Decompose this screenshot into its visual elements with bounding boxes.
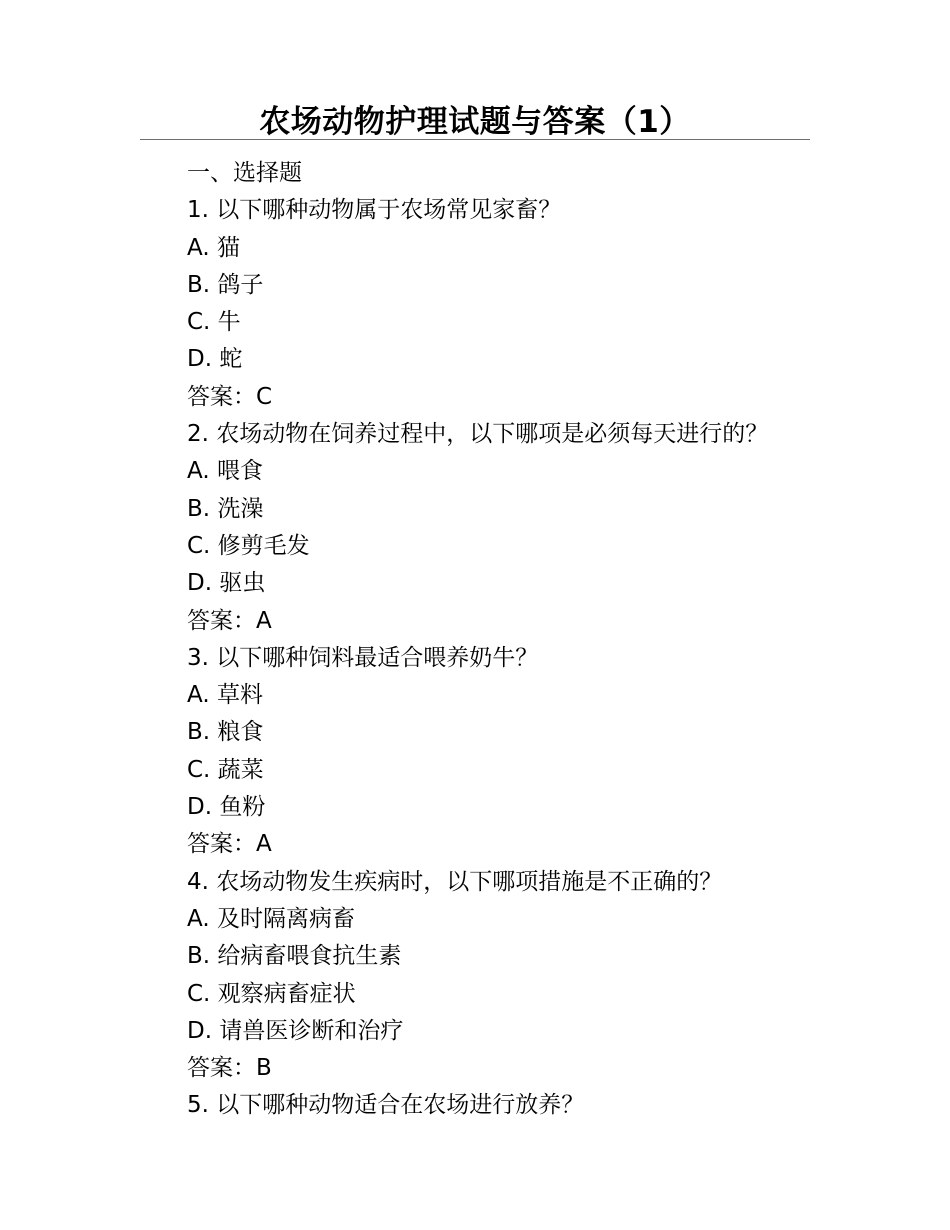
question-block: [187, 192, 887, 416]
option-d: D. 驱虫: [187, 570, 266, 597]
document-body: [187, 155, 887, 1125]
option-d: D. 鱼粉: [187, 794, 266, 821]
option-d: D. 蛇: [187, 346, 243, 373]
answer-line: 答案：A: [187, 831, 272, 858]
option-a: A. 猫: [187, 234, 240, 261]
option-b: B. 洗澡: [187, 495, 264, 522]
option-d: D. 请兽医诊断和治疗: [187, 1017, 404, 1044]
option-b: B. 粮食: [187, 719, 264, 746]
option-c: C. 牛: [187, 309, 241, 336]
question-block: [187, 640, 887, 864]
document-title: 农场动物护理试题与答案（1）: [259, 104, 691, 140]
option-b: B. 鸽子: [187, 271, 264, 298]
answer-line: 答案：B: [187, 1055, 272, 1082]
question-block: [187, 416, 887, 640]
question-stem: 4. 农场动物发生疾病时，以下哪项措施是不正确的？: [187, 868, 723, 895]
answer-line: 答案：C: [187, 383, 273, 410]
option-c: C. 蔬菜: [187, 756, 264, 783]
title-underline: [140, 139, 810, 140]
question-stem: 2. 农场动物在饲养过程中，以下哪项是必须每天进行的？: [187, 421, 769, 448]
option-a: A. 及时隔离病畜: [187, 905, 355, 932]
option-a: A. 喂食: [187, 458, 263, 485]
option-a: A. 草料: [187, 682, 263, 709]
option-c: C. 修剪毛发: [187, 532, 310, 559]
question-stem: 3. 以下哪种饲料最适合喂养奶牛？: [187, 644, 539, 671]
answer-line: 答案：A: [187, 607, 272, 634]
option-c: C. 观察病畜症状: [187, 980, 356, 1007]
option-b: B. 给病畜喂食抗生素: [187, 943, 402, 970]
question-stem: 5. 以下哪种动物适合在农场进行放养？: [187, 1092, 585, 1119]
section-heading: 一、选择题: [187, 160, 302, 186]
question-stem: 1. 以下哪种动物属于农场常见家畜？: [187, 197, 562, 224]
question-block: [187, 1087, 887, 1124]
question-block: [187, 864, 887, 1088]
